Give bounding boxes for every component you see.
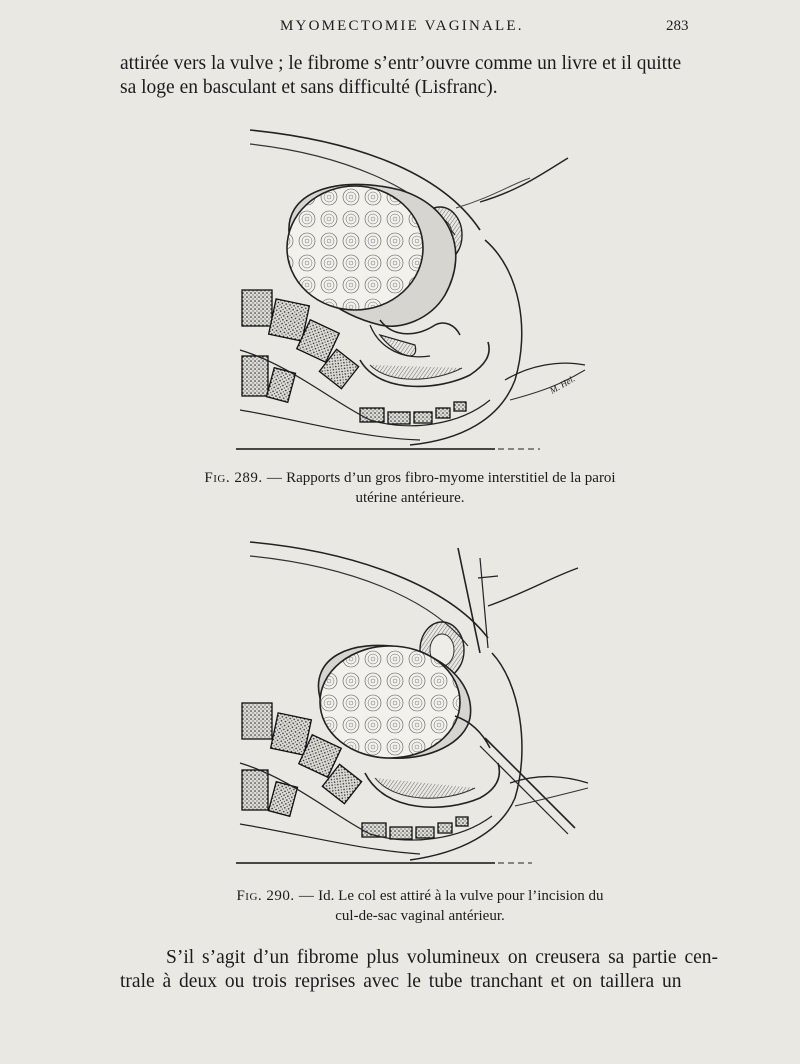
caption-line: Rapports d’un gros fibro-myome interstitiel de la paroi — [286, 470, 616, 486]
paragraph-bottom — [120, 946, 719, 994]
anatomical-section-drawing — [230, 538, 600, 868]
figure-289-illustration — [230, 120, 600, 455]
page-number: 283 — [666, 18, 689, 34]
paragraph-line: attirée vers la vulve ; le fibrome s’entr’ouvre comme un livre et il quitte — [120, 53, 682, 74]
figure-289-label: Fig. 289. — — [204, 470, 283, 486]
running-head-title: MYOMECTOMIE VAGINALE. — [280, 18, 524, 34]
anatomical-section-drawing — [230, 120, 600, 455]
running-head — [0, 18, 800, 40]
paragraph-line: sa loge en basculant et sans difficulté (Lisfranc). — [120, 77, 498, 98]
paragraph-top — [120, 52, 690, 100]
figure-289-signature: M. Hel. — [548, 373, 577, 396]
figure-290-label: Fig. 290. — — [236, 888, 315, 904]
figure-290-caption — [200, 886, 640, 926]
paragraph-line: S’il s’agit d’un fibrome plus volumineux on creusera sa partie cen- — [166, 947, 719, 968]
caption-line: cul-de-sac vaginal antérieur. — [335, 908, 505, 924]
figure-289-caption — [180, 468, 640, 508]
paragraph-line: trale à deux ou trois reprises avec le tube tranchant et on taillera un — [120, 971, 682, 992]
caption-line: Id. Le col est attiré à la vulve pour l’incision du — [318, 888, 604, 904]
figure-290-illustration — [230, 538, 600, 868]
caption-line: utérine antérieure. — [355, 490, 465, 506]
